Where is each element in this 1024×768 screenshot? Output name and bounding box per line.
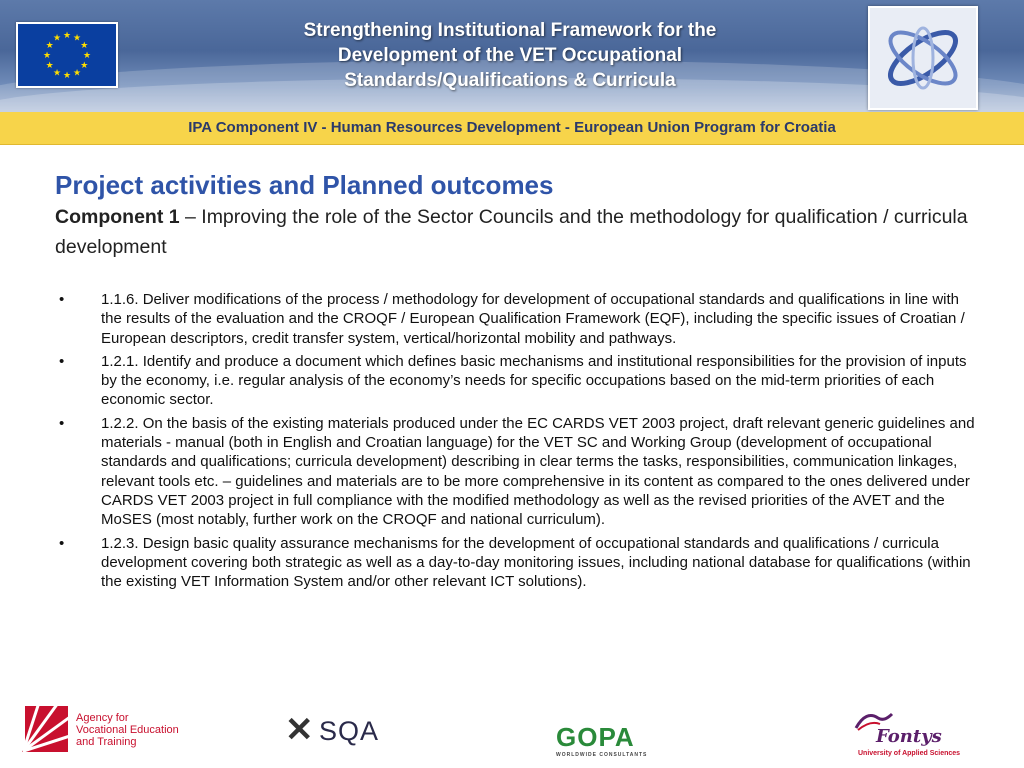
list-item-text: 1.2.2. On the basis of the existing materials produced under the EC CARDS VET 2003 project, draft relevant generic guidelines and materials - manual (both in English and Croatian language) for the VET SC and Working Group (development of occupational standards and qualifications; curricula development) describing in clear terms the tasks, responsibilities, communication linkages, relevant tools etc. – guidelines and materials are to be more comprehensive in its content as compared to the ones delivered under CARDS VET 2003 project in full compliance with the modified methodology as well as the revised priorities of the AVET and the MoSES (most notably, further work on the CROQF and national curriculum). (101, 414, 975, 529)
list-item-text: 1.1.6. Deliver modifications of the process / methodology for development of occupational standards and qualifications in line with the results of the evaluation and the CROQF / European Qualification Framework (EQF), including the specific issues of Croatian / European descriptors, credit transfer system, vertical/horizontal mobility and pathways. (101, 291, 965, 347)
list-item (55, 352, 975, 410)
bullet-icon: • (59, 414, 65, 432)
fontys-logo-subtext: University of Applied Sciences (858, 750, 961, 757)
eu-star-icon: ★ (52, 67, 62, 78)
list-item-text: 1.2.3. Design basic quality assurance mechanisms for the development of occupational standards and qualifications / curricula development covering both strategic as well as a day-to-day monitoring issues, including national database for qualifications (within the existing VET Information System and/or other relevant ICT solutions). (101, 534, 971, 591)
header-banner (0, 0, 1024, 112)
list-item (55, 534, 975, 592)
project-title-line-2: Development of the VET Occupational (337, 45, 683, 66)
gopa-logo-subtext: WORLDWIDE CONSULTANTS (556, 752, 648, 758)
program-bar-text: IPA Component IV - Human Resources Development - European Union Program for Croatia (188, 119, 836, 136)
program-bar (0, 112, 1024, 145)
bullet-icon: • (59, 291, 65, 308)
gopa-logo (556, 722, 648, 758)
slide-title: Project activities and Planned outcomes (55, 170, 554, 200)
eu-star-icon: ★ (80, 40, 89, 50)
eu-star-icon: ★ (52, 32, 62, 43)
footer-logos (0, 700, 1024, 768)
sqa-logo-icon: ✕ (285, 711, 314, 749)
list-item-text: 1.2.1. Identify and produce a document which defines basic mechanisms and institutional responsibilities for the provision of inputs by the economy, i.e. regular analysis of the economy’s needs for specific occupations based on the mid-term priorities of each economic sector. (101, 352, 967, 409)
project-logo-icon (868, 6, 978, 110)
eu-flag-icon (16, 22, 118, 88)
component-label: Component 1 (55, 206, 180, 228)
eu-star-icon: ★ (45, 40, 54, 50)
list-item (55, 414, 975, 530)
eu-star-icon: ★ (45, 60, 54, 70)
gopa-logo-text: GOPA (556, 722, 635, 752)
slide-content (55, 168, 985, 276)
project-title (200, 18, 820, 93)
ave-line-1: Agency for (76, 712, 129, 724)
eu-star-icon: ★ (62, 70, 72, 80)
project-title-line-3: Standards/Qualifications & Curricula (344, 70, 676, 91)
eu-star-icon: ★ (80, 60, 89, 70)
fontys-logo (848, 708, 998, 762)
eu-star-icon: ★ (82, 50, 92, 60)
ave-logo (22, 706, 202, 754)
fontys-logo-text: Fontys (876, 726, 942, 747)
ave-line-2: Vocational Education (76, 724, 179, 736)
slide-subtitle (55, 202, 985, 262)
ave-logo-icon (22, 706, 68, 752)
ave-line-3: and Training (76, 736, 137, 748)
eu-star-icon: ★ (72, 32, 82, 43)
component-description: – Improving the role of the Sector Councils and the methodology for qualification / curricula development (55, 206, 968, 258)
sqa-logo-text: SQA (319, 716, 380, 746)
eu-star-icon: ★ (72, 67, 82, 78)
bullet-icon: • (59, 534, 65, 552)
list-item (55, 290, 975, 348)
bullet-list (55, 290, 975, 595)
project-title-line-1: Strengthening Institutional Framework for the (303, 20, 717, 41)
eu-star-icon: ★ (62, 30, 72, 40)
eu-star-icon: ★ (42, 50, 52, 60)
bullet-icon: • (59, 352, 65, 370)
ave-logo-text (76, 712, 179, 748)
